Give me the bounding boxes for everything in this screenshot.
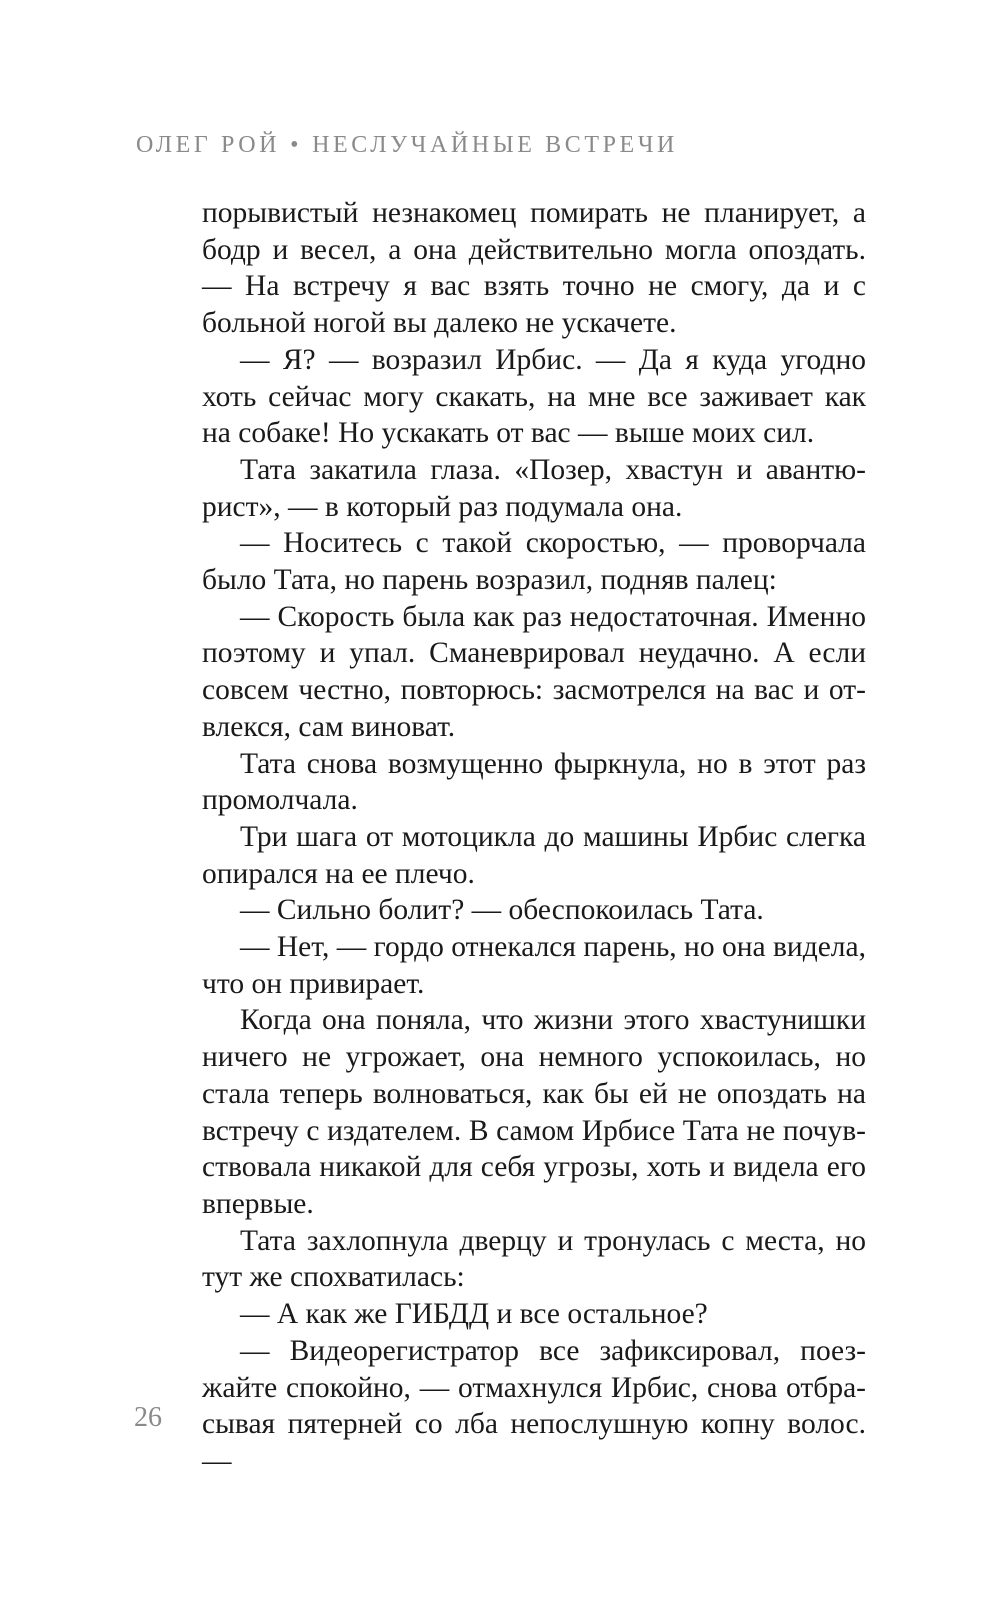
paragraph: — Видеорегистратор все зафиксировал, поезжайте спокойно, — отмахнулся Ирбис, снова отбрасывая пятерней со лба непослушную копну волос. — — [202, 1334, 866, 1477]
paragraph: Три шага от мотоцикла до машины Ирбис слегка опирался на ее плечо. — [202, 820, 866, 890]
paragraph: Тата захлопнула дверцу и тронулась с места, но тут же спохватилась: — [202, 1224, 866, 1294]
paragraph: Когда она поняла, что жизни этого хвастунишки ничего не угрожает, она немного успокоилась, но стала теперь волноваться, как бы ей не опоздать на встречу с издателем. В самом Ирбисе Тата не почувствовала никакой для себя угрозы, хоть и видела его впервые. — [202, 1004, 866, 1220]
body-text — [202, 195, 866, 1480]
header-author: ОЛЕГ РОЙ — [136, 132, 281, 158]
paragraph: Тата закатила глаза. «Позер, хвастун и авантюрист», — в который раз подумала она. — [202, 453, 866, 523]
paragraph: — Я? — возразил Ирбис. — Да я куда угодно хоть сейчас могу скакать, на мне все заживает как на собаке! Но ускакать от вас — выше моих сил. — [202, 343, 866, 450]
header-title: НЕСЛУЧАЙНЫЕ ВСТРЕЧИ — [312, 132, 678, 158]
paragraph: — Нет, — гордо отнекался парень, но она видела, что он привирает. — [202, 931, 866, 1000]
paragraph: — Сильно болит? — обеспокоилась Тата. — [240, 894, 764, 927]
running-head — [136, 132, 678, 159]
header-separator: • — [290, 132, 303, 158]
paragraph: порывистый незнакомец помирать не планирует, а бодр и весел, а она действительно могла опоздать. — На встречу я вас взять точно не смогу, да и с больной ногой вы далеко не ускачете. — [202, 197, 866, 340]
paragraph: — Носитесь с такой скоростью, — проворчала было Тата, но парень возразил, подняв палец: — [202, 527, 866, 597]
paragraph: — А как же ГИБДД и все остальное? — [240, 1298, 708, 1331]
page-number: 26 — [134, 1402, 162, 1433]
paragraph: Тата снова возмущенно фыркнула, но в этот раз промолчала. — [202, 747, 866, 817]
paragraph: — Скорость была как раз недостаточная. Именно поэтому и упал. Сманеврировал неудачно. А если совсем честно, повторюсь: засмотрелся на вас и отвлекся, сам виноват. — [202, 600, 866, 743]
